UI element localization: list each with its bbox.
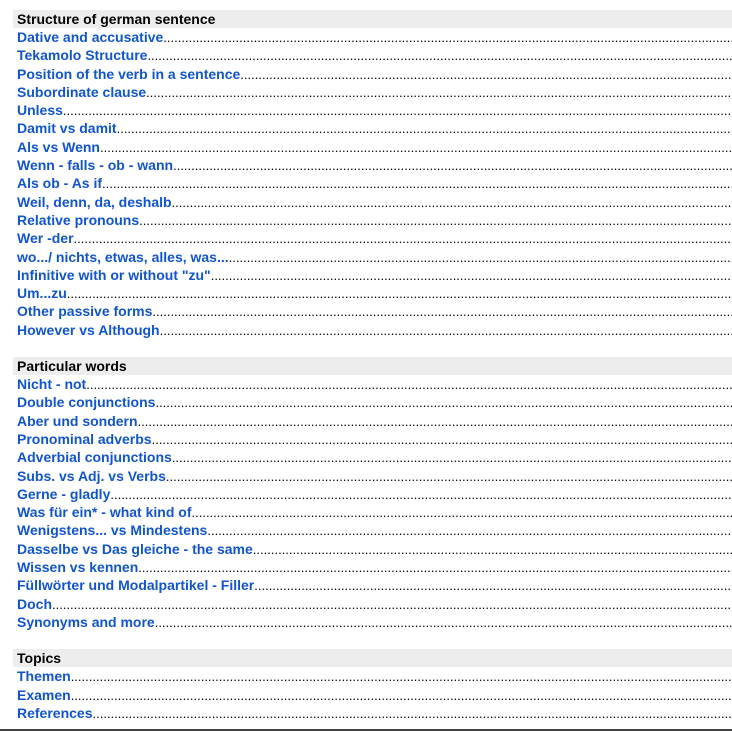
toc-entry-link[interactable]: Doch (17, 595, 52, 612)
toc-entry[interactable] (13, 448, 732, 466)
dot-leader (173, 157, 732, 174)
toc-entry-link[interactable]: Dative and accusative (17, 29, 164, 45)
toc-entry[interactable] (13, 686, 732, 704)
toc-entry[interactable] (13, 558, 732, 576)
dot-leader (166, 468, 732, 485)
dot-leader (240, 66, 732, 83)
toc-entry-link[interactable]: Pronominal adverbs (17, 430, 152, 447)
toc-entry-link[interactable]: Wenn - falls - ob - wann (17, 157, 174, 174)
toc-entry[interactable] (13, 375, 732, 393)
toc-entry-link[interactable]: References (17, 704, 93, 721)
toc-entry[interactable] (13, 28, 732, 46)
toc-entry-link[interactable]: Themen (17, 668, 71, 685)
toc-entry[interactable] (13, 248, 732, 266)
dot-leader (152, 303, 732, 320)
toc-entry-link[interactable]: Dasselbe vs Das gleiche - the same (17, 540, 253, 557)
dot-leader (139, 212, 732, 229)
toc-entry-link[interactable]: Synonyms and more (17, 613, 155, 630)
dot-leader (207, 522, 732, 539)
dot-leader (74, 230, 732, 247)
toc-entry-link[interactable]: Als ob - As if (17, 175, 103, 192)
toc-entry-link[interactable]: Aber und sondern (17, 412, 138, 429)
toc-entry-link[interactable]: Adverbial conjunctions (17, 449, 172, 466)
dot-leader (253, 541, 732, 558)
dot-leader (146, 84, 732, 101)
toc-entry[interactable] (13, 302, 732, 320)
toc-entry[interactable] (13, 156, 732, 174)
dot-leader (160, 322, 732, 339)
dot-leader (71, 668, 732, 685)
bottom-divider (0, 729, 732, 731)
toc-section (13, 10, 732, 339)
dot-leader (71, 687, 732, 704)
dot-leader (155, 394, 732, 411)
toc-entry[interactable] (13, 138, 732, 156)
dot-leader (172, 449, 732, 466)
dot-leader (138, 559, 732, 576)
toc-entry-link[interactable]: Relative pronouns (17, 211, 140, 228)
dot-leader (229, 249, 732, 266)
dot-leader (100, 139, 732, 156)
toc-entry[interactable] (13, 174, 732, 192)
toc-entry[interactable] (13, 503, 732, 521)
toc-entry[interactable] (13, 540, 732, 558)
toc-entry-link[interactable]: Nicht - not (17, 376, 87, 393)
toc-entry-link[interactable]: Tekamolo Structure (17, 47, 148, 64)
toc-entry[interactable] (13, 193, 732, 211)
toc-entry[interactable] (13, 393, 732, 411)
dot-leader (163, 29, 732, 46)
toc-entry[interactable] (13, 229, 732, 247)
section-header: Structure of german sentence (13, 10, 732, 28)
toc-entry[interactable] (13, 667, 732, 685)
toc-entry[interactable] (13, 211, 732, 229)
toc-entry-link[interactable]: Position of the verb in a sentence (17, 65, 241, 82)
dot-leader (102, 175, 732, 192)
toc-entry[interactable] (13, 46, 732, 64)
toc-entry-link[interactable]: Wenigstens... vs Mindestens (17, 522, 208, 539)
toc-entry-link[interactable]: Was für ein* - what kind of (17, 504, 192, 521)
toc-entry[interactable] (13, 119, 732, 137)
toc-entry[interactable] (13, 65, 732, 83)
toc-entry[interactable] (13, 321, 732, 339)
toc-entry[interactable] (13, 613, 732, 631)
toc-entry[interactable] (13, 576, 732, 594)
toc-entry[interactable] (13, 467, 732, 485)
toc-entry-link[interactable]: Unless (17, 102, 63, 119)
toc-entry-link[interactable]: Um...zu (17, 285, 67, 302)
dot-leader (172, 194, 732, 211)
dot-leader (254, 577, 732, 594)
dot-leader (211, 267, 732, 284)
dot-leader (155, 614, 732, 631)
toc-entry-link[interactable]: However vs Although (17, 321, 160, 338)
toc-entry[interactable] (13, 430, 732, 448)
toc-section (13, 649, 732, 722)
toc-entry[interactable] (13, 412, 732, 430)
toc-entry-link[interactable]: Examen (17, 686, 71, 703)
toc-entry-link[interactable]: Als vs Wenn (17, 138, 100, 155)
section-header: Topics (13, 649, 732, 667)
dot-leader (63, 102, 732, 119)
toc-entry[interactable] (13, 266, 732, 284)
dot-leader (147, 47, 732, 64)
toc-entry[interactable] (13, 595, 732, 613)
toc-entry-link[interactable]: Damit vs damit (17, 120, 117, 137)
toc-entry-link[interactable]: Other passive forms (17, 303, 153, 320)
dot-leader (93, 705, 732, 722)
toc-entry[interactable] (13, 284, 732, 302)
toc-entry-link[interactable]: Gerne - gladly (17, 485, 111, 502)
section-header: Particular words (13, 357, 732, 375)
dot-leader (138, 413, 732, 430)
toc-entry-link[interactable]: Subs. vs Adj. vs Verbs (17, 467, 166, 484)
toc-entry[interactable] (13, 101, 732, 119)
toc-entry[interactable] (13, 485, 732, 503)
dot-leader (110, 486, 732, 503)
toc-entry[interactable] (13, 704, 732, 722)
dot-leader (67, 285, 732, 302)
dot-leader (117, 120, 732, 137)
toc-entry[interactable] (13, 83, 732, 101)
toc-entry-link[interactable]: Wissen vs kennen (17, 559, 139, 576)
toc-entry-link[interactable]: Infinitive with or without "zu" (17, 266, 211, 283)
dot-leader (192, 504, 732, 521)
toc-entry-link[interactable]: Double conjunctions (17, 394, 156, 411)
dot-leader (52, 596, 732, 613)
toc-entry-link[interactable]: Wer -der (17, 230, 74, 247)
dot-leader (86, 376, 732, 393)
toc-section (13, 357, 732, 631)
toc-entry-link[interactable]: Füllwörter und Modalpartikel - Filler (17, 577, 255, 594)
toc-entry-link[interactable]: Weil, denn, da, deshalb (17, 193, 172, 210)
toc-entry-link[interactable]: Subordinate clause (17, 83, 147, 100)
dot-leader (152, 431, 732, 448)
toc-entry-link[interactable]: wo.../ nichts, etwas, alles, was... (17, 248, 229, 265)
table-of-contents (0, 10, 732, 722)
toc-entry[interactable] (13, 521, 732, 539)
